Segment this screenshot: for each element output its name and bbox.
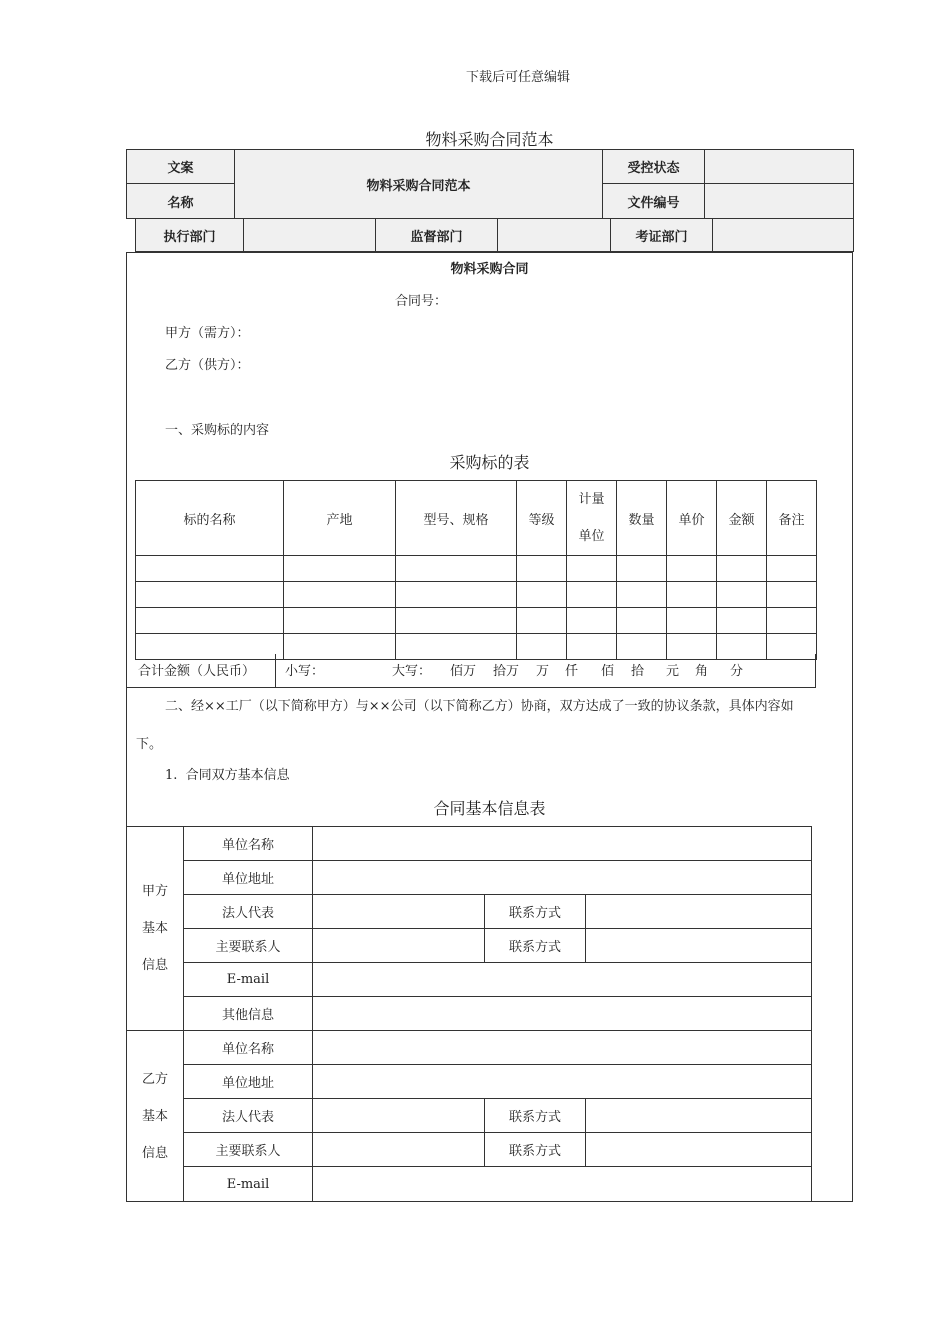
table-row [136,556,817,582]
supervise-dept-value[interactable] [498,219,611,252]
party-b-unit-name-value[interactable] [313,1031,812,1065]
verify-dept-value[interactable] [713,219,854,252]
exec-dept-value[interactable] [244,219,376,252]
party-b-legal-rep-label: 法人代表 [184,1099,313,1133]
party-a-legal-rep-value[interactable] [313,895,485,929]
party-b-main-contact-label: 主要联系人 [184,1133,313,1167]
doc-number-label: 文件编号 [603,184,705,219]
party-a-main-contact-label: 主要联系人 [184,929,313,963]
header-model-spec: 型号、规格 [396,481,517,556]
party-b-legal-rep-value[interactable] [313,1099,485,1133]
total-big-label: 大写： [392,664,432,679]
party-b-email-value[interactable] [313,1167,812,1202]
control-status-label: 受控状态 [603,150,705,184]
table-row [136,608,817,634]
party-a-unit-address-value[interactable] [313,861,812,895]
party-a-contact-method-2-label: 联系方式 [485,929,586,963]
unit-fen: 分 [730,664,744,679]
cell[interactable] [767,556,817,582]
doc-number-value[interactable] [705,184,854,219]
party-a-email-label: E-mail [184,963,313,997]
verify-dept-label: 考证部门 [611,219,713,252]
file-name-label-2: 名称 [127,184,235,219]
party-a-legal-rep-label: 法人代表 [184,895,313,929]
party-a-other-info-value[interactable] [313,997,812,1031]
contract-number-label: 合同号： [395,294,448,309]
supervise-dept-label: 监督部门 [376,219,498,252]
party-b-group-label [127,1031,184,1202]
party-b-unit-name-label: 单位名称 [184,1031,313,1065]
cell[interactable] [617,608,667,634]
contract-title: 物料采购合同 [450,262,529,277]
unit-hundred: 佰 [601,664,615,679]
purchase-table-caption: 采购标的表 [449,453,530,472]
party-a-group-line3: 信息 [141,958,168,973]
party-a-unit-name-label: 单位名称 [184,827,313,861]
cell[interactable] [567,608,617,634]
control-status-value[interactable] [705,150,854,184]
party-b-main-contact-value[interactable] [313,1133,485,1167]
file-name-value: 物料采购合同范本 [235,150,603,219]
unit-ten: 拾 [631,664,645,679]
section-1-heading: 一、采购标的内容 [165,423,270,438]
cell[interactable] [667,582,717,608]
party-a-label: 甲方（需方）： [165,326,250,341]
party-a-email-value[interactable] [313,963,812,997]
cell[interactable] [717,608,767,634]
party-b-contact-method-value[interactable] [586,1099,812,1133]
cell[interactable] [717,556,767,582]
section-2-paragraph-line1: 二、经××工厂（以下简称甲方）与××公司（以下简称乙方）协商，双方达成了一致的协议条款，具体内容如 [165,699,794,714]
cell[interactable] [767,582,817,608]
cell[interactable] [284,582,396,608]
cell[interactable] [284,556,396,582]
table-row [136,582,817,608]
cell[interactable] [396,556,517,582]
party-a-main-contact-value[interactable] [313,929,485,963]
party-b-contact-method-label: 联系方式 [485,1099,586,1133]
header-measure-line1: 计量 [578,492,605,507]
subsection-1-heading: 1. 合同双方基本信息 [165,768,290,783]
purchase-items-table [135,480,817,660]
header-amount: 金额 [717,481,767,556]
cell[interactable] [284,608,396,634]
cell[interactable] [396,608,517,634]
unit-ten-thousand: 万 [536,664,550,679]
party-a-group-label [127,827,184,1031]
party-a-contact-method-value[interactable] [586,895,812,929]
cell[interactable] [136,556,284,582]
cell[interactable] [767,608,817,634]
cell[interactable] [567,582,617,608]
party-b-group-line2: 基本 [141,1108,168,1124]
party-a-contact-method-2-value[interactable] [586,929,812,963]
party-b-contact-method-2-value[interactable] [586,1133,812,1167]
unit-jiao: 角 [695,664,709,679]
party-b-label: 乙方（供方）： [165,358,250,373]
party-b-unit-address-label: 单位地址 [184,1065,313,1099]
unit-yuan: 元 [666,664,680,679]
cell[interactable] [667,556,717,582]
total-amount-row [126,654,816,688]
header-measure-unit [567,481,617,556]
header-remarks: 备注 [767,481,817,556]
party-a-unit-name-value[interactable] [313,827,812,861]
header-info-table [126,149,854,219]
unit-thousand: 仟 [565,664,579,679]
party-a-group-line2: 基本 [141,921,168,936]
header-grade: 等级 [517,481,567,556]
party-a-group-line1: 甲方 [141,884,168,899]
party-b-unit-address-value[interactable] [313,1065,812,1099]
document-title: 物料采购合同范本 [425,130,554,149]
total-small-label: 小写： [285,664,325,679]
exec-dept-label: 执行部门 [136,219,244,252]
cell[interactable] [617,582,667,608]
party-b-group-line1: 乙方 [141,1071,168,1087]
section-2-paragraph-line2: 下。 [136,737,163,752]
total-row-divider [275,654,276,687]
department-table [135,218,854,252]
header-origin: 产地 [284,481,396,556]
cell[interactable] [517,556,567,582]
total-amount-label: 合计金额（人民币） [138,664,256,679]
party-a-other-info-label: 其他信息 [184,997,313,1031]
cell[interactable] [617,556,667,582]
unit-million: 佰万 [450,664,477,679]
cell[interactable] [517,582,567,608]
cell[interactable] [717,582,767,608]
header-measure-line2: 单位 [578,529,605,544]
header-item-name: 标的名称 [136,481,284,556]
page-header-note: 下载后可任意编辑 [465,70,570,85]
cell[interactable] [136,608,284,634]
file-name-label-1: 文案 [127,150,235,184]
cell[interactable] [396,582,517,608]
cell[interactable] [517,608,567,634]
header-unit-price: 单价 [667,481,717,556]
party-b-group-line3: 信息 [141,1145,168,1161]
party-b-email-label: E-mail [184,1167,313,1202]
cell[interactable] [567,556,617,582]
basic-info-table-caption: 合同基本信息表 [433,799,546,818]
party-a-unit-address-label: 单位地址 [184,861,313,895]
unit-hundred-thousand: 拾万 [493,664,520,679]
cell[interactable] [667,608,717,634]
header-quantity: 数量 [617,481,667,556]
party-b-contact-method-2-label: 联系方式 [485,1133,586,1167]
cell[interactable] [136,582,284,608]
party-basic-info-table [126,826,812,1202]
party-a-contact-method-label: 联系方式 [485,895,586,929]
